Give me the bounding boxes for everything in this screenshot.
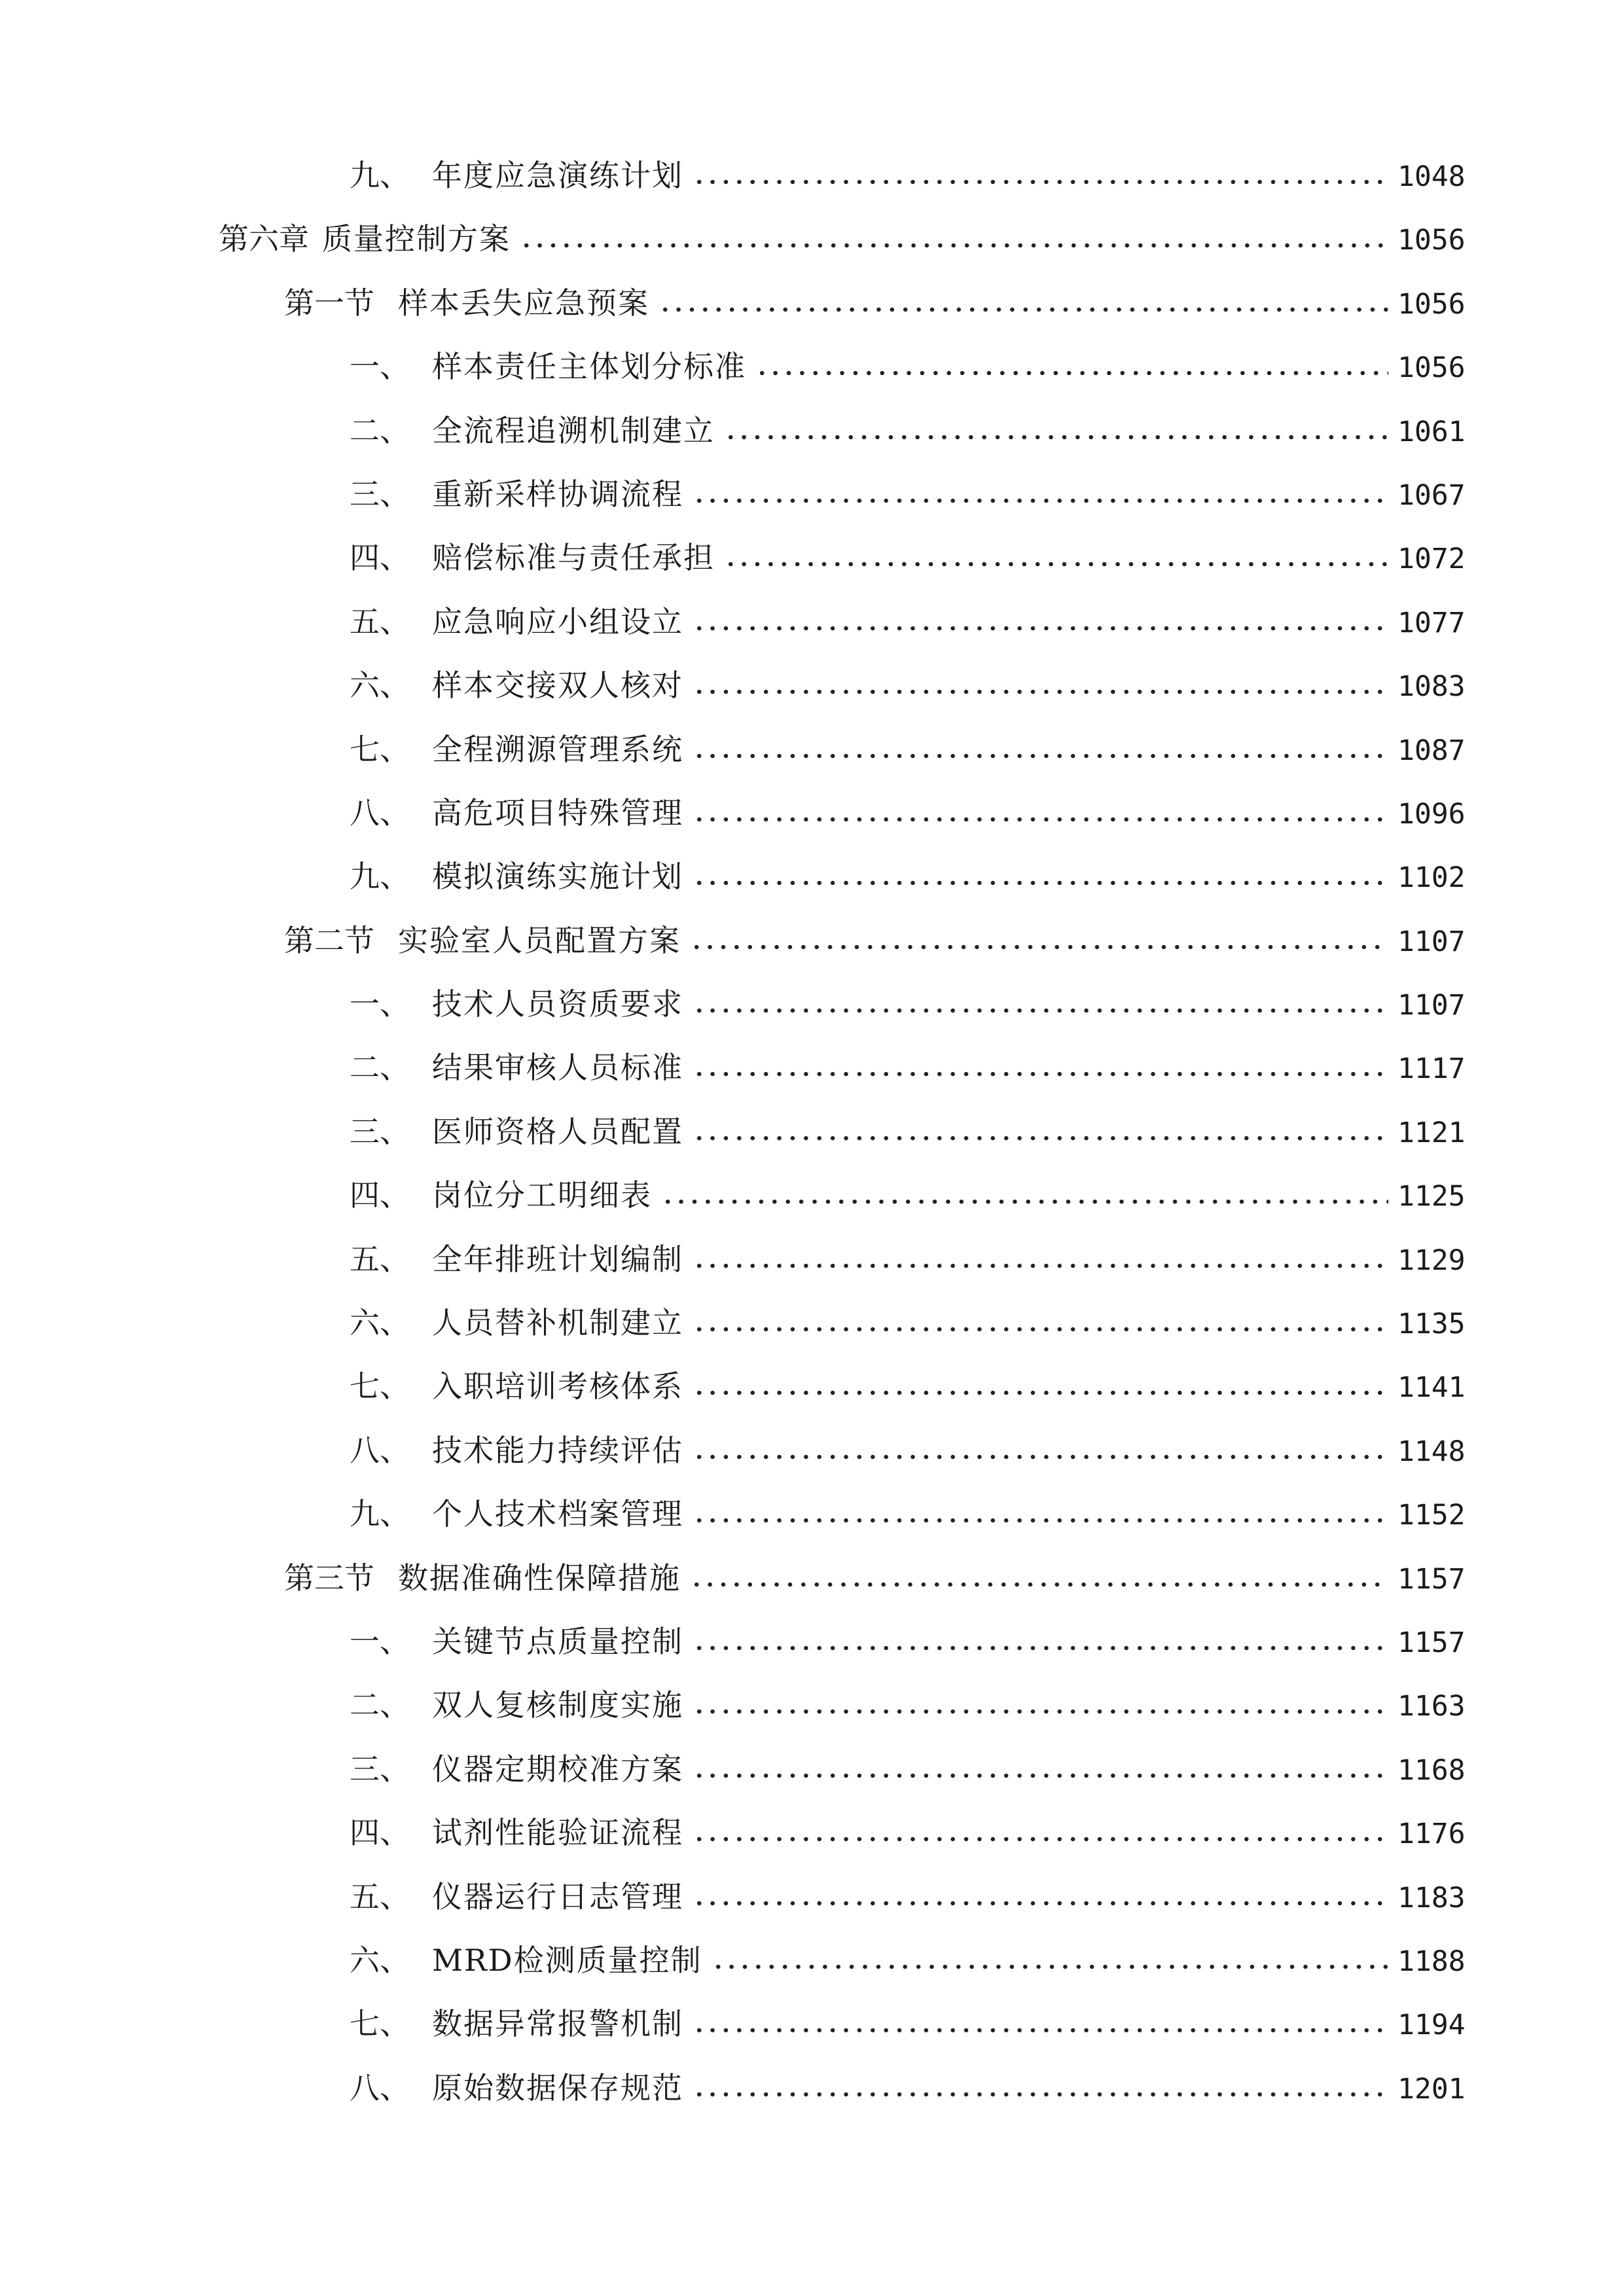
toc-entry-line xyxy=(350,1240,1466,1279)
toc-entry[interactable] xyxy=(0,1929,1624,1992)
dot-leader xyxy=(693,1325,1388,1333)
toc-entry-line xyxy=(350,1048,1466,1087)
toc-entry[interactable] xyxy=(0,1801,1624,1865)
dot-leader xyxy=(693,178,1388,186)
toc-entry-number: 五、 xyxy=(350,603,410,639)
toc-entry-number: 九、 xyxy=(350,1496,410,1532)
dot-leader xyxy=(693,816,1388,823)
toc-entry-page-number: 1102 xyxy=(1398,861,1466,895)
toc-entry-page-number: 1168 xyxy=(1398,1753,1466,1787)
dot-leader xyxy=(690,943,1388,951)
toc-entry-title: 全程溯源管理系统 xyxy=(432,731,683,767)
toc-entry[interactable] xyxy=(0,1865,1624,1929)
dot-leader xyxy=(693,1772,1388,1780)
dot-leader xyxy=(690,1581,1388,1588)
dot-leader xyxy=(693,2090,1388,2098)
toc-entry[interactable] xyxy=(0,718,1624,781)
toc-entry-title: 数据准确性保障措施 xyxy=(398,1560,681,1596)
dot-leader xyxy=(520,242,1388,249)
toc-entry[interactable] xyxy=(0,1291,1624,1355)
toc-entry-title: 个人技术档案管理 xyxy=(432,1496,683,1532)
dot-leader xyxy=(724,433,1388,441)
toc-entry-page-number: 1148 xyxy=(1398,1435,1466,1468)
dot-leader xyxy=(693,1899,1388,1907)
dot-leader xyxy=(693,879,1388,887)
toc-entry-title: 样本责任主体划分标准 xyxy=(432,349,746,385)
toc-entry-number: 四、 xyxy=(350,1177,410,1213)
toc-entry-number: 三、 xyxy=(350,1751,410,1787)
toc-entry-title: 样本丢失应急预案 xyxy=(398,285,649,321)
dot-leader xyxy=(755,369,1388,377)
toc-entry[interactable] xyxy=(0,1674,1624,1737)
toc-entry-number: 六、 xyxy=(350,1942,410,1978)
dot-leader xyxy=(712,1963,1388,1971)
toc-entry-line xyxy=(350,1431,1466,1470)
toc-entry[interactable] xyxy=(0,1992,1624,2056)
toc-entry-page-number: 1117 xyxy=(1398,1052,1466,1086)
toc-entry-line xyxy=(350,793,1466,833)
toc-entry-page-number: 1072 xyxy=(1398,543,1466,576)
toc-entry-line xyxy=(350,2004,1466,2043)
toc-entry-number: 一、 xyxy=(350,349,410,385)
toc-entry[interactable] xyxy=(0,207,1624,271)
toc-entry-title: 岗位分工明细表 xyxy=(432,1177,652,1213)
toc-entry[interactable] xyxy=(0,2056,1624,2120)
toc-entry-title: 仪器定期校准方案 xyxy=(432,1751,683,1787)
toc-entry[interactable] xyxy=(0,1036,1624,1100)
toc-entry-page-number: 1107 xyxy=(1398,989,1466,1022)
toc-entry-title: 高危项目特殊管理 xyxy=(432,795,683,831)
toc-entry-number: 八、 xyxy=(350,795,410,831)
toc-entry-line xyxy=(350,1175,1466,1215)
toc-entry-line xyxy=(350,730,1466,769)
toc-entry-line xyxy=(350,1813,1466,1852)
toc-entry-title: 样本交接双人核对 xyxy=(432,668,683,704)
toc-entry-line xyxy=(284,921,1466,960)
toc-entry-number: 二、 xyxy=(350,1050,410,1086)
toc-entry-title: 模拟演练实施计划 xyxy=(432,859,683,895)
toc-entry-page-number: 1141 xyxy=(1398,1371,1466,1405)
toc-entry-number: 六、 xyxy=(350,1305,410,1341)
toc-entry-title: 医师资格人员配置 xyxy=(432,1113,683,1149)
toc-entry-line xyxy=(284,1558,1466,1598)
toc-entry-page-number: 1056 xyxy=(1398,287,1466,321)
dot-leader xyxy=(693,1007,1388,1014)
toc-entry[interactable] xyxy=(0,1419,1624,1482)
toc-entry[interactable] xyxy=(0,1164,1624,1227)
toc-entry-line xyxy=(350,1941,1466,1980)
toc-entry-page-number: 1194 xyxy=(1398,2009,1466,2042)
toc-entry[interactable] xyxy=(0,399,1624,463)
toc-entry-page-number: 1048 xyxy=(1398,160,1466,193)
toc-entry-title: 双人复核制度实施 xyxy=(432,1687,683,1723)
toc-entry-title: 试剂性能验证流程 xyxy=(432,1815,683,1851)
toc-entry-number: 五、 xyxy=(350,1241,410,1277)
toc-entry-title: 重新采样协调流程 xyxy=(432,476,683,512)
toc-entry-title: 仪器运行日志管理 xyxy=(432,1878,683,1914)
toc-entry[interactable] xyxy=(0,1355,1624,1418)
toc-entry-line xyxy=(350,1112,1466,1151)
dot-leader xyxy=(693,1516,1388,1524)
toc-entry-line xyxy=(350,2068,1466,2108)
toc-entry-number: 一、 xyxy=(350,1623,410,1659)
dot-leader xyxy=(693,1134,1388,1142)
toc-entry[interactable] xyxy=(0,335,1624,399)
toc-entry-line xyxy=(350,1303,1466,1342)
toc-entry[interactable] xyxy=(0,781,1624,845)
toc-entry-page-number: 1107 xyxy=(1398,925,1466,958)
dot-leader xyxy=(693,2026,1388,2034)
toc-entry-title: 入职培训考核体系 xyxy=(432,1369,683,1405)
toc-entry-title: 质量控制方案 xyxy=(322,221,511,257)
toc-entry-page-number: 1056 xyxy=(1398,351,1466,385)
dot-leader xyxy=(693,624,1388,632)
toc-entry-page-number: 1061 xyxy=(1398,415,1466,448)
toc-entry-page-number: 1152 xyxy=(1398,1499,1466,1532)
toc-entry-page-number: 1125 xyxy=(1398,1180,1466,1213)
dot-leader xyxy=(693,1389,1388,1397)
dot-leader xyxy=(693,1708,1388,1715)
toc-entry-number: 三、 xyxy=(350,476,410,512)
toc-entry-number: 九、 xyxy=(350,158,410,193)
toc-entry-number: 第一节 xyxy=(284,285,374,321)
toc-entry-line xyxy=(350,857,1466,896)
toc-entry[interactable] xyxy=(0,1610,1624,1674)
toc-entry-line xyxy=(350,538,1466,577)
toc-entry[interactable] xyxy=(0,845,1624,908)
dot-leader xyxy=(693,1070,1388,1078)
toc-entry-number: 七、 xyxy=(350,2006,410,2042)
toc-entry[interactable] xyxy=(0,973,1624,1036)
toc-entry-page-number: 1067 xyxy=(1398,478,1466,512)
toc-entry-title: 关键节点质量控制 xyxy=(432,1623,683,1659)
dot-leader xyxy=(693,1453,1388,1461)
toc-entry-title: MRD检测质量控制 xyxy=(432,1942,702,1978)
toc-entry-title: 原始数据保存规范 xyxy=(432,2070,683,2106)
toc-entry-number: 第六章 xyxy=(219,221,309,257)
dot-leader xyxy=(661,1198,1388,1206)
toc-entry-line xyxy=(350,1494,1466,1534)
dot-leader xyxy=(693,1644,1388,1652)
toc-entry[interactable] xyxy=(0,1228,1624,1291)
toc-entry-number: 第三节 xyxy=(284,1560,374,1596)
toc-entry-title: 赔偿标准与责任承担 xyxy=(432,540,715,576)
toc-entry-page-number: 1176 xyxy=(1398,1818,1466,1851)
dot-leader xyxy=(693,1262,1388,1270)
toc-entry-line xyxy=(350,602,1466,641)
dot-leader xyxy=(693,497,1388,505)
toc-entry-number: 一、 xyxy=(350,986,410,1022)
toc-entry-line xyxy=(350,156,1466,195)
toc-entry-page-number: 1201 xyxy=(1398,2072,1466,2106)
toc-entry-title: 全年排班计划编制 xyxy=(432,1241,683,1277)
toc-entry-page-number: 1056 xyxy=(1398,224,1466,257)
toc-entry-line xyxy=(350,1749,1466,1789)
toc-entry-page-number: 1121 xyxy=(1398,1116,1466,1149)
toc-entry-line xyxy=(350,666,1466,705)
toc-entry-number: 二、 xyxy=(350,412,410,448)
toc-entry-line xyxy=(350,1622,1466,1661)
toc-entry-title: 年度应急演练计划 xyxy=(432,158,683,193)
toc-entry-number: 三、 xyxy=(350,1113,410,1149)
toc-entry-number: 八、 xyxy=(350,1432,410,1468)
toc-entry-number: 六、 xyxy=(350,668,410,704)
dot-leader xyxy=(724,560,1388,568)
toc-entry-page-number: 1183 xyxy=(1398,1881,1466,1914)
toc-entry-page-number: 1163 xyxy=(1398,1690,1466,1723)
toc-entry-number: 四、 xyxy=(350,540,410,576)
toc-entry[interactable] xyxy=(0,1547,1624,1610)
toc-entry-number: 七、 xyxy=(350,1369,410,1405)
toc-entry[interactable] xyxy=(0,654,1624,717)
toc-entry-page-number: 1129 xyxy=(1398,1244,1466,1277)
toc-entry-page-number: 1087 xyxy=(1398,734,1466,767)
toc-entry[interactable] xyxy=(0,272,1624,335)
toc-entry-page-number: 1188 xyxy=(1398,1945,1466,1978)
toc-entry-number: 八、 xyxy=(350,2070,410,2106)
toc-entry-line xyxy=(350,1367,1466,1406)
toc-entry[interactable] xyxy=(0,144,1624,207)
table-of-contents xyxy=(0,144,1624,2120)
toc-entry[interactable] xyxy=(0,526,1624,590)
toc-entry[interactable] xyxy=(0,1738,1624,1801)
toc-entry-line xyxy=(350,347,1466,386)
dot-leader xyxy=(693,1835,1388,1843)
toc-entry-title: 人员替补机制建立 xyxy=(432,1305,683,1341)
toc-entry[interactable] xyxy=(0,1482,1624,1546)
toc-entry-line xyxy=(350,1685,1466,1725)
toc-entry-page-number: 1077 xyxy=(1398,606,1466,639)
toc-entry[interactable] xyxy=(0,463,1624,526)
toc-entry-title: 全流程追溯机制建立 xyxy=(432,412,715,448)
toc-entry-number: 二、 xyxy=(350,1687,410,1723)
toc-entry-title: 应急响应小组设立 xyxy=(432,603,683,639)
toc-entry-title: 技术人员资质要求 xyxy=(432,986,683,1022)
toc-entry-number: 第二节 xyxy=(284,922,374,958)
toc-entry-line xyxy=(219,219,1466,259)
toc-entry-page-number: 1096 xyxy=(1398,797,1466,831)
toc-entry-number: 四、 xyxy=(350,1815,410,1851)
toc-entry-line xyxy=(350,984,1466,1024)
dot-leader xyxy=(693,752,1388,760)
toc-entry-page-number: 1157 xyxy=(1398,1562,1466,1596)
toc-entry-title: 数据异常报警机制 xyxy=(432,2006,683,2042)
toc-entry-title: 技术能力持续评估 xyxy=(432,1432,683,1468)
toc-entry-number: 五、 xyxy=(350,1878,410,1914)
dot-leader xyxy=(659,306,1388,314)
toc-entry-page-number: 1135 xyxy=(1398,1308,1466,1341)
toc-entry-line xyxy=(350,475,1466,514)
toc-entry-line xyxy=(350,1877,1466,1916)
toc-entry-title: 结果审核人员标准 xyxy=(432,1050,683,1086)
toc-entry-number: 九、 xyxy=(350,859,410,895)
dot-leader xyxy=(693,688,1388,696)
toc-entry-page-number: 1157 xyxy=(1398,1626,1466,1659)
toc-entry-number: 七、 xyxy=(350,731,410,767)
toc-entry[interactable] xyxy=(0,1100,1624,1164)
toc-entry[interactable] xyxy=(0,909,1624,973)
toc-entry-title: 实验室人员配置方案 xyxy=(398,922,681,958)
toc-entry-page-number: 1083 xyxy=(1398,670,1466,704)
toc-entry[interactable] xyxy=(0,590,1624,654)
toc-entry-line xyxy=(350,411,1466,450)
toc-entry-line xyxy=(284,283,1466,323)
